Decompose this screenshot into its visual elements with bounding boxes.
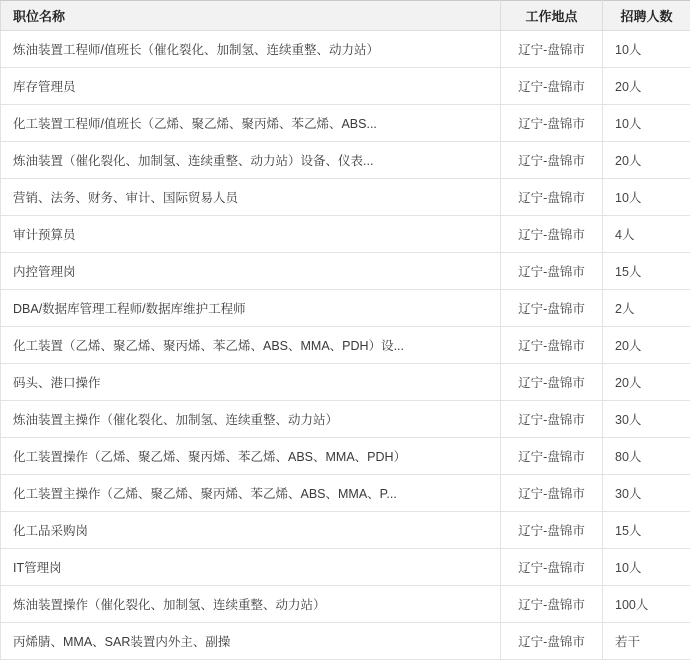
job-count-cell: 80人 — [603, 438, 690, 475]
job-count-cell: 10人 — [603, 549, 690, 586]
column-header-location: 工作地点 — [501, 1, 603, 31]
job-title-cell[interactable]: 炼油装置（催化裂化、加制氢、连续重整、动力站）设备、仪表... — [1, 142, 501, 179]
job-title-cell[interactable]: 化工装置工程师/值班长（乙烯、聚乙烯、聚丙烯、苯乙烯、ABS... — [1, 105, 501, 142]
job-title-cell[interactable]: 内控管理岗 — [1, 253, 501, 290]
job-title-cell[interactable]: 化工品采购岗 — [1, 512, 501, 549]
job-count-cell: 20人 — [603, 68, 690, 105]
job-title-cell[interactable]: 化工装置主操作（乙烯、聚乙烯、聚丙烯、苯乙烯、ABS、MMA、P... — [1, 475, 501, 512]
job-title-cell[interactable]: 库存管理员 — [1, 68, 501, 105]
job-count-cell: 20人 — [603, 327, 690, 364]
job-location-cell: 辽宁-盘锦市 — [501, 549, 603, 586]
job-count-cell: 2人 — [603, 290, 690, 327]
job-title-cell[interactable]: 炼油装置工程师/值班长（催化裂化、加制氢、连续重整、动力站） — [1, 31, 501, 68]
job-count-cell: 10人 — [603, 105, 690, 142]
job-location-cell: 辽宁-盘锦市 — [501, 290, 603, 327]
job-location-cell: 辽宁-盘锦市 — [501, 586, 603, 623]
job-location-cell: 辽宁-盘锦市 — [501, 475, 603, 512]
job-count-cell: 30人 — [603, 475, 690, 512]
table-row[interactable] — [1, 105, 690, 142]
job-title-cell[interactable]: 化工装置操作（乙烯、聚乙烯、聚丙烯、苯乙烯、ABS、MMA、PDH） — [1, 438, 501, 475]
job-title-cell[interactable]: DBA/数据库管理工程师/数据库维护工程师 — [1, 290, 501, 327]
table-row[interactable] — [1, 290, 690, 327]
job-location-cell: 辽宁-盘锦市 — [501, 438, 603, 475]
column-header-title: 职位名称 — [1, 1, 501, 31]
job-location-cell: 辽宁-盘锦市 — [501, 327, 603, 364]
job-count-cell: 20人 — [603, 364, 690, 401]
table-row[interactable] — [1, 364, 690, 401]
job-count-cell: 30人 — [603, 401, 690, 438]
job-title-cell[interactable]: 营销、法务、财务、审计、国际贸易人员 — [1, 179, 501, 216]
table-row[interactable] — [1, 216, 690, 253]
table-row[interactable] — [1, 475, 690, 512]
job-title-cell[interactable]: 丙烯腈、MMA、SAR装置内外主、副操 — [1, 623, 501, 660]
job-location-cell: 辽宁-盘锦市 — [501, 179, 603, 216]
job-count-cell: 4人 — [603, 216, 690, 253]
job-count-cell: 10人 — [603, 31, 690, 68]
job-location-cell: 辽宁-盘锦市 — [501, 364, 603, 401]
table-header-row — [1, 1, 690, 31]
job-title-cell[interactable]: 审计预算员 — [1, 216, 501, 253]
job-location-cell: 辽宁-盘锦市 — [501, 216, 603, 253]
table-row[interactable] — [1, 512, 690, 549]
job-location-cell: 辽宁-盘锦市 — [501, 401, 603, 438]
job-title-cell[interactable]: 炼油装置主操作（催化裂化、加制氢、连续重整、动力站） — [1, 401, 501, 438]
job-title-cell[interactable]: IT管理岗 — [1, 549, 501, 586]
job-location-cell: 辽宁-盘锦市 — [501, 512, 603, 549]
job-location-cell: 辽宁-盘锦市 — [501, 142, 603, 179]
job-count-cell: 15人 — [603, 253, 690, 290]
table-row[interactable] — [1, 31, 690, 68]
table-row[interactable] — [1, 179, 690, 216]
table-row[interactable] — [1, 623, 690, 660]
table-row[interactable] — [1, 586, 690, 623]
table-row[interactable] — [1, 68, 690, 105]
table-row[interactable] — [1, 438, 690, 475]
job-location-cell: 辽宁-盘锦市 — [501, 68, 603, 105]
table-row[interactable] — [1, 327, 690, 364]
table-row[interactable] — [1, 549, 690, 586]
job-count-cell: 20人 — [603, 142, 690, 179]
job-title-cell[interactable]: 码头、港口操作 — [1, 364, 501, 401]
table-row[interactable] — [1, 142, 690, 179]
job-count-cell: 100人 — [603, 586, 690, 623]
job-count-cell: 15人 — [603, 512, 690, 549]
table-row[interactable] — [1, 401, 690, 438]
job-count-cell: 10人 — [603, 179, 690, 216]
job-location-cell: 辽宁-盘锦市 — [501, 105, 603, 142]
job-count-cell: 若干 — [603, 623, 690, 660]
job-location-cell: 辽宁-盘锦市 — [501, 31, 603, 68]
job-location-cell: 辽宁-盘锦市 — [501, 623, 603, 660]
column-header-count: 招聘人数 — [603, 1, 690, 31]
table-header — [1, 1, 690, 31]
table-body — [1, 31, 690, 660]
job-location-cell: 辽宁-盘锦市 — [501, 253, 603, 290]
job-title-cell[interactable]: 化工装置（乙烯、聚乙烯、聚丙烯、苯乙烯、ABS、MMA、PDH）设... — [1, 327, 501, 364]
job-title-cell[interactable]: 炼油装置操作（催化裂化、加制氢、连续重整、动力站） — [1, 586, 501, 623]
table-row[interactable] — [1, 253, 690, 290]
